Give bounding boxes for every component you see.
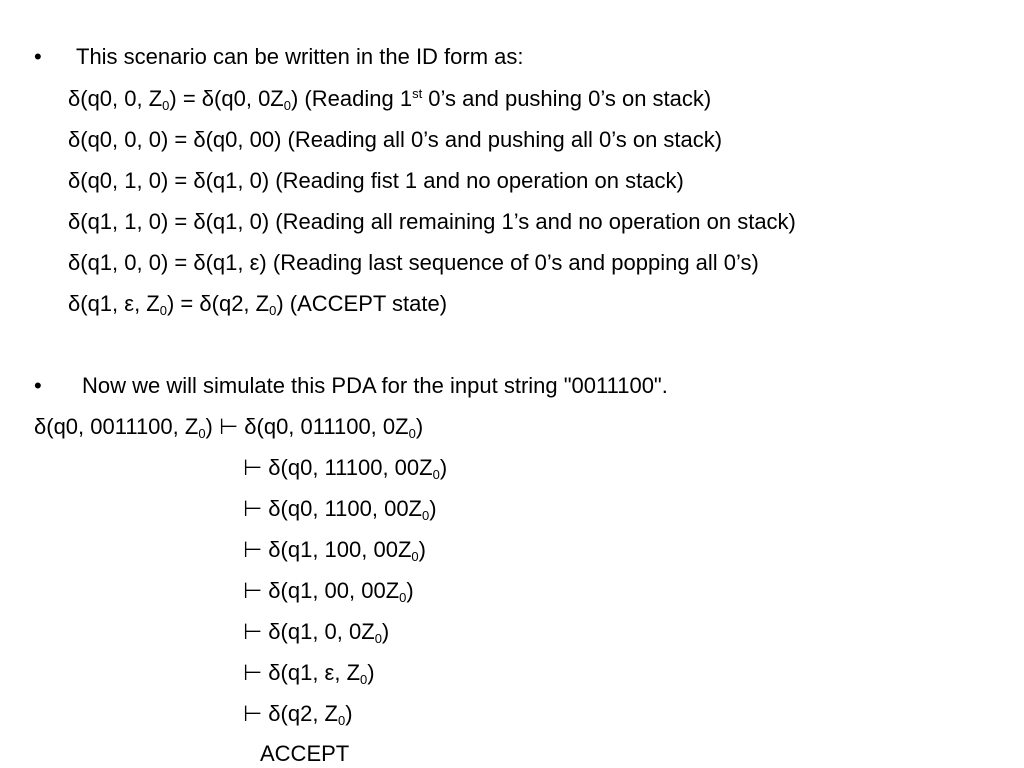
simulation-start-text: ) [415, 414, 424, 439]
simulation-start [34, 414, 423, 440]
subscript: 0 [399, 590, 407, 605]
subscript: 0 [159, 303, 167, 318]
subscript: 0 [283, 98, 291, 113]
rule-6-text: δ(q1, ε, Z [68, 291, 160, 316]
subscript: 0 [162, 98, 170, 113]
subscript: 0 [374, 631, 382, 646]
step-text: ⊢ δ(q0, 11100, 00Z [243, 455, 433, 480]
simulation-start-text: δ(q0, 0011100, Z [34, 414, 199, 439]
step-text: ⊢ δ(q0, 1100, 00Z [243, 496, 422, 521]
simulation-step-5 [243, 619, 389, 645]
rule-2: δ(q0, 0, 0) = δ(q0, 00) (Reading all 0’s and pushing all 0’s on stack) [68, 127, 723, 152]
rule-1 [68, 86, 711, 112]
step-text: ⊢ δ(q2, Z [243, 701, 338, 726]
step-text: ) [439, 455, 448, 480]
simulation-step-7 [243, 701, 353, 727]
step-text: ⊢ δ(q1, ε, Z [243, 660, 361, 685]
section2-heading: Now we will simulate this PDA for the input string "0011100". [82, 373, 668, 398]
step-text: ) [429, 496, 437, 521]
step-text: ) [418, 537, 426, 562]
bullet-2: • [34, 373, 42, 398]
simulation-step-1 [243, 455, 447, 481]
rule-6-text: ) = δ(q2, Z [166, 291, 270, 316]
rule-1-text: δ(q0, 0, Z [68, 86, 163, 111]
simulation-step-6 [243, 660, 375, 686]
rule-4: δ(q1, 1, 0) = δ(q1, 0) (Reading all remaining 1’s and no operation on stack) [68, 209, 796, 234]
subscript: 0 [408, 426, 416, 441]
step-text: ) [381, 619, 390, 644]
subscript: 0 [337, 713, 346, 728]
rule-1-text: ) (Reading 1 [290, 86, 413, 111]
rule-6-text: ) (ACCEPT state) [276, 291, 448, 316]
superscript: st [412, 86, 423, 101]
rule-1-text: 0’s and pushing 0’s on stack) [422, 86, 712, 111]
step-text: ) [345, 701, 353, 726]
rule-1-text: ) = δ(q0, 0Z [169, 86, 284, 111]
rule-3: δ(q0, 1, 0) = δ(q1, 0) (Reading fist 1 and no operation on stack) [68, 168, 684, 193]
step-text: ⊢ δ(q1, 00, 00Z [243, 578, 400, 603]
rule-5: δ(q1, 0, 0) = δ(q1, ε) (Reading last sequence of 0’s and popping all 0’s) [68, 250, 759, 275]
step-text: ⊢ δ(q1, 100, 00Z [243, 537, 412, 562]
simulation-step-2 [243, 496, 437, 522]
bullet-1: • [34, 44, 42, 69]
section1-heading: This scenario can be written in the ID form as: [76, 44, 524, 69]
step-text: ⊢ δ(q1, 0, 0Z [243, 619, 375, 644]
rule-6 [68, 291, 447, 317]
subscript: 0 [360, 672, 368, 687]
subscript: 0 [411, 549, 419, 564]
step-text: ) [367, 660, 375, 685]
step-text: ) [406, 578, 414, 603]
simulation-result: ACCEPT [260, 741, 350, 766]
simulation-step-3 [243, 537, 426, 563]
subscript: 0 [432, 467, 440, 482]
simulation-step-4 [243, 578, 414, 604]
subscript: 0 [422, 508, 430, 523]
subscript: 0 [198, 426, 206, 441]
subscript: 0 [269, 303, 277, 318]
simulation-start-text: ) ⊢ δ(q0, 011100, 0Z [205, 414, 409, 439]
